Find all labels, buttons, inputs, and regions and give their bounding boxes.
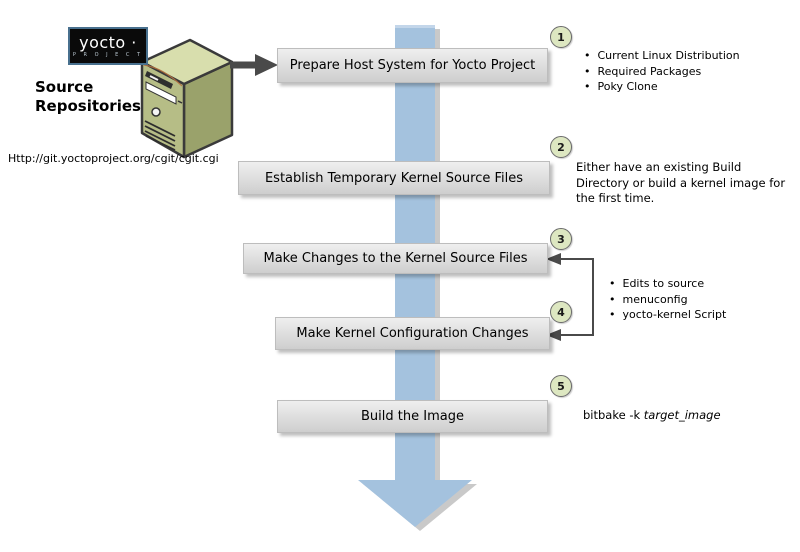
bullet-item: • Poky Clone bbox=[584, 79, 740, 95]
step-box-establish-kernel-sources bbox=[238, 161, 550, 195]
note-line: the first time. bbox=[576, 191, 655, 205]
source-repositories-label bbox=[35, 78, 141, 116]
step-box-label: Prepare Host System for Yocto Project bbox=[289, 58, 536, 73]
bullet-item: • menuconfig bbox=[609, 292, 726, 308]
yocto-logo-subtext: P R O J E C T bbox=[72, 51, 144, 58]
step-number-badge-3 bbox=[550, 228, 572, 250]
step2-note bbox=[576, 160, 785, 207]
step-number: 5 bbox=[557, 379, 565, 393]
steps-3-4-bullet-list bbox=[609, 276, 726, 323]
step-box-make-config-changes bbox=[275, 317, 550, 350]
step5-command bbox=[583, 408, 721, 422]
step-box-prepare-host-system bbox=[277, 48, 548, 83]
bullet-item: • Required Packages bbox=[584, 64, 740, 80]
step-box-label: Establish Temporary Kernel Source Files bbox=[264, 170, 524, 186]
step-box-label: Make Changes to the Kernel Source Files bbox=[263, 251, 528, 266]
server-power-button bbox=[152, 108, 160, 116]
step1-bullet-list bbox=[584, 48, 740, 95]
step-number: 4 bbox=[557, 305, 565, 319]
bullet-item: • yocto-kernel Script bbox=[609, 307, 726, 323]
command-prefix: bitbake -k bbox=[583, 408, 644, 422]
note-line: Directory or build a kernel image for bbox=[576, 175, 786, 190]
yocto-logo-text: yocto · bbox=[79, 32, 137, 52]
bullet-item: • Current Linux Distribution bbox=[584, 48, 740, 64]
bullet-item: • Edits to source bbox=[609, 276, 726, 292]
step-box-label: Make Kernel Configuration Changes bbox=[296, 326, 529, 341]
step-box-make-source-changes bbox=[243, 243, 548, 274]
step-number: 1 bbox=[557, 30, 565, 44]
step-number-badge-4 bbox=[550, 301, 572, 323]
flow-arrow-highlight bbox=[395, 25, 435, 28]
connector-arrowhead-step3 bbox=[546, 253, 561, 265]
flow-arrow-body bbox=[358, 25, 472, 527]
steps-3-4-connector bbox=[546, 253, 593, 341]
step-number: 2 bbox=[557, 140, 565, 154]
flow-arrow bbox=[358, 25, 477, 531]
source-repositories-line1: Source bbox=[35, 78, 94, 96]
yocto-project-logo bbox=[68, 27, 148, 65]
command-argument: target_image bbox=[643, 408, 721, 422]
step-box-build-image bbox=[277, 400, 548, 433]
repo-url-text: Http://git.yoctoproject.org/cgit/cgit.cgi bbox=[8, 152, 219, 165]
server-illustration bbox=[142, 40, 232, 157]
server-to-step1-arrow bbox=[230, 54, 278, 76]
note-line: Either have an existing Build bbox=[576, 160, 742, 174]
step-box-label: Build the Image bbox=[361, 409, 464, 424]
step-number-badge-5 bbox=[550, 375, 572, 397]
step-number-badge-2 bbox=[550, 136, 572, 158]
step-number-badge-1 bbox=[550, 26, 572, 48]
step-number: 3 bbox=[557, 232, 565, 246]
source-repositories-line2: Repositories bbox=[35, 97, 141, 115]
